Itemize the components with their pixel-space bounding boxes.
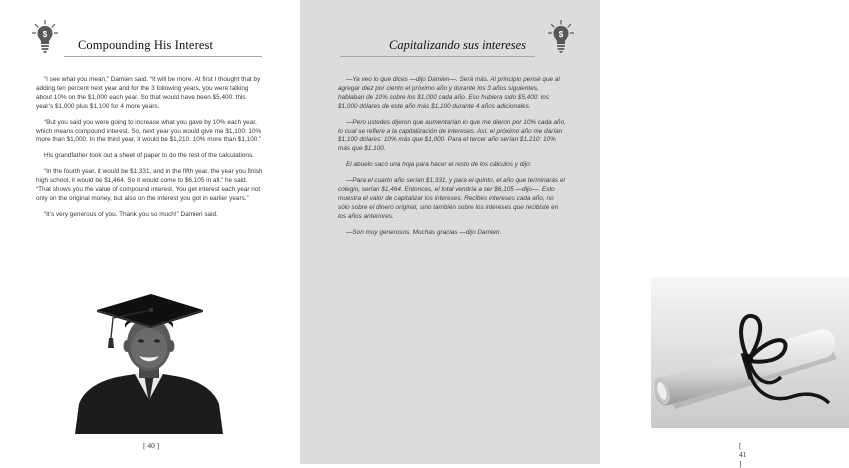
paragraph: El abuelo sacó una hoja para hacer el resto de los cálculos y dijo: <box>346 161 532 169</box>
paragraph: “In the fourth year, it would be $1,331, and in the fifth year, the year you finish high school, it would be $1,464. So it would come to $6,105 in all,” he said. “That shows you the value of compound interest. You get interest each year not only on the original money, but also on the interest you got in earlier years.” <box>36 168 263 202</box>
paragraph: “I see what you mean,” Damien said. “It will be more. At first I thought that by adding ten percent next year and for the 3 following years, you were talking about 10% on the $1,000 each year. So that would have been $5,400: this year’s $1,000 plus $1,100 for 4 more years. <box>36 76 261 110</box>
chapter-title: Capitalizando sus intereses <box>389 38 527 52</box>
chapter-title: Compounding His Interest <box>78 38 214 52</box>
graduate-photo <box>73 276 225 434</box>
title-rule <box>64 56 262 57</box>
paragraph: —Para el cuarto año serían $1,331, y para el quinto, el año que terminarás el colegio, serían $1,464. Entonces, el total vendría a ser $6,105 —dijo—. Esto muestra el valor de capitalizar los intereses. Recibes intereses cada año, no sólo sobre el dinero original, sino también sobre los intereses que recibiste en los años anteriores. <box>338 177 565 220</box>
right-page <box>300 0 747 468</box>
paragraph: —Pero ustedes dijeron que aumentarían lo que me dieron por 10% cada año, lo cual se refiere a la capitalización de intereses. Así, el próximo año me darían $1,100 dólares: 10% más que $1,000. Para el tercer año serían $1,210: 10% más que $1,100. <box>338 118 566 153</box>
paragraph: His grandfather took out a sheet of paper to do the rest of the calculations. <box>44 152 254 160</box>
paragraph: “But you said you were going to increase what you gave by 10% each year, which means compound interest. So, next year you would give me $1,100: 10% more than $1,000. In the third year, it would be $1,210: 10% more than $1,100.” <box>36 118 262 144</box>
page-number: [ 40 ] <box>143 441 160 450</box>
title-rule <box>340 56 535 57</box>
paragraph: —Son muy generosos. Muchas gracias —dijo Damien. <box>346 228 502 236</box>
paragraph: “It’s very generous of you. Thank you so much!” Damien said. <box>44 210 218 218</box>
diploma-scroll-photo <box>651 277 849 428</box>
lightbulb-dollar-icon <box>32 20 58 54</box>
lightbulb-dollar-icon <box>548 20 574 54</box>
body-text <box>338 76 566 245</box>
left-page <box>0 0 300 464</box>
page-number: [ 41 ] <box>739 441 747 468</box>
body-text <box>36 76 264 227</box>
paragraph: —Ya veo lo que dices —dijo Damien—. Será más. Al principio pensé que al agregar diez por ciento el próximo año y durante los 3 años siguientes, hablaban de 10% sobre los $1,000 cada año. Eso hubiera sido $5,400: los $1,000 dólares de este año más $1,100 durante 4 años adicionales. <box>338 76 560 110</box>
